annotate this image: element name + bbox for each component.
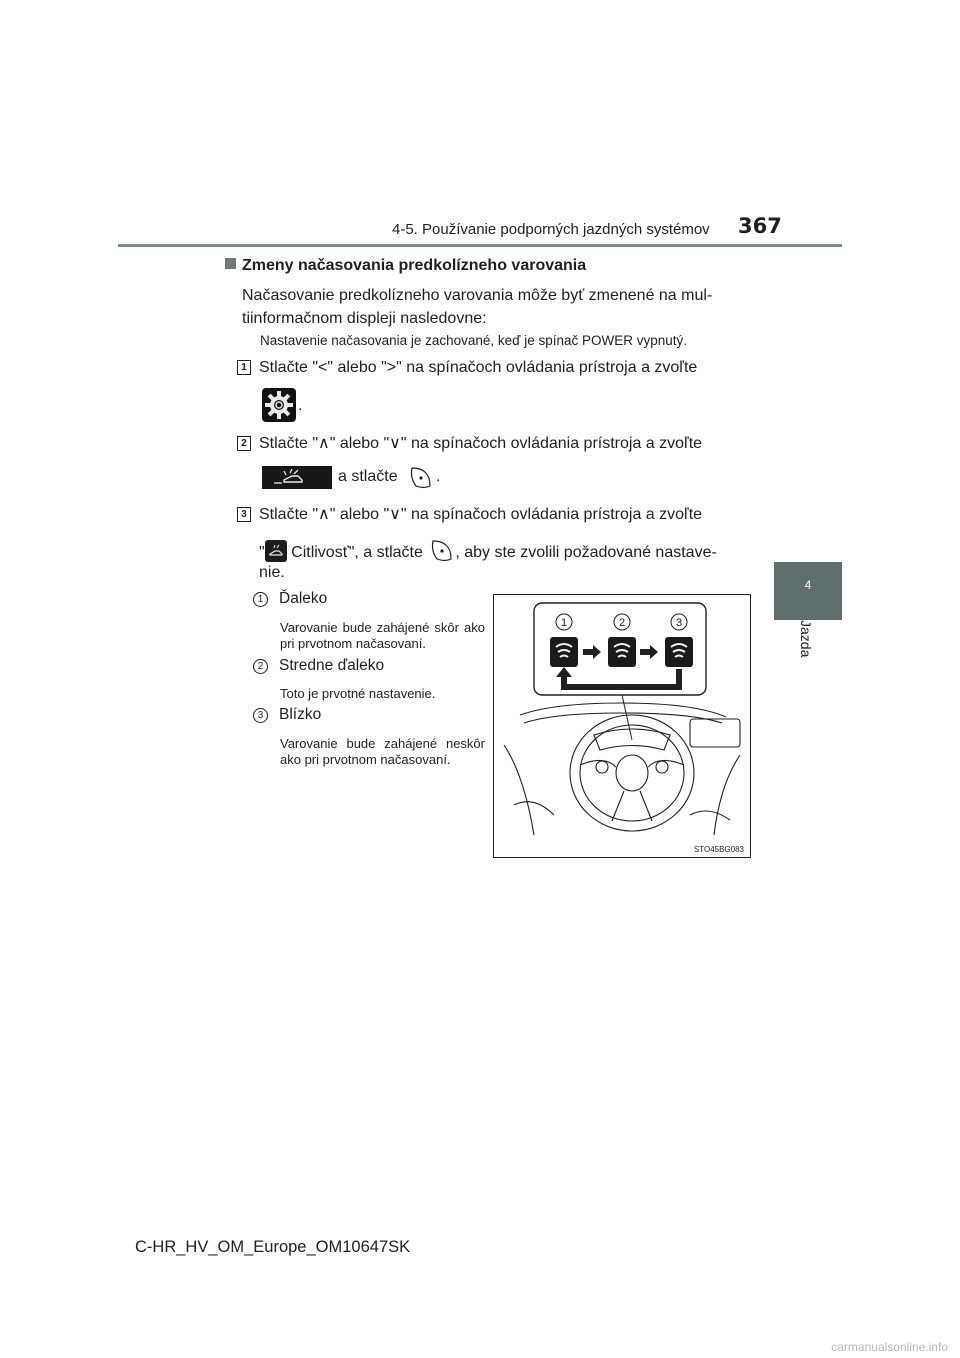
step-2-text: Stlačte "∧" alebo "∨" na spínačoch ovládania prístroja a zvoľte (259, 435, 703, 452)
document-id: C-HR_HV_OM_Europe_OM10647SK (135, 1238, 411, 1256)
intro-line-2: tiinformačnom displeji nasledovne: (242, 310, 487, 327)
step-1-text: Stlačte "<" alebo ">" na spínačoch ovládania prístroja a zvoľte (259, 359, 698, 376)
step-3-line-3: nie. (259, 564, 285, 581)
watermark: carmanualsonline.info (831, 1340, 948, 1354)
option-number-1: 1 (253, 592, 268, 607)
section-marker-icon (225, 258, 236, 269)
intro-line-1: Načasovanie predkolízneho varovania môže byť zmenené na mul- (242, 287, 713, 304)
chapter-label: Jazda (798, 620, 814, 658)
option-2-title: Stredne ďaleko (279, 657, 385, 674)
section-title-text: Zmeny načasovania predkolízneho varovania (242, 257, 587, 274)
note-text: Nastavenie načasovania je zachované, keď je spínač POWER vypnutý. (260, 333, 688, 348)
pcs-sensitivity-icon (265, 540, 287, 562)
step-number-2: 2 (237, 436, 251, 451)
option-2-desc: Toto je prvotné nastavenie. (280, 686, 436, 701)
gear-settings-icon (262, 388, 296, 422)
option-number-3: 3 (253, 708, 268, 723)
option-1-title: Ďaleko (279, 590, 328, 607)
option-3-title: Blízko (279, 706, 322, 723)
step-number-1: 1 (237, 360, 251, 375)
section-title (225, 257, 586, 275)
option-3-desc: Varovanie bude zahájené neskôr ako pri prvotnom načasovaní. (280, 736, 485, 767)
figure-code: STO45BG083 (693, 845, 744, 854)
enter-button-icon (406, 464, 434, 492)
callout-3: 3 (675, 617, 683, 629)
step-3-suffix: , aby ste zvolili požadované nastave- (455, 544, 717, 561)
step-3-quote: " (259, 544, 265, 561)
chapter-tab (774, 562, 842, 620)
step-3-text: Stlačte "∧" alebo "∨" na spínačoch ovládania prístroja a zvoľte (259, 506, 703, 523)
page-number: 367 (738, 214, 782, 238)
header-rule (118, 244, 842, 247)
intro-paragraph (242, 284, 744, 330)
running-header-section: 4-5. Používanie podporných jazdných systémov (392, 221, 710, 238)
step-number-3: 3 (237, 507, 251, 522)
chapter-number: 4 (804, 578, 812, 592)
callout-1: 1 (560, 617, 568, 629)
step-1-suffix: . (298, 397, 303, 414)
enter-button-icon (427, 537, 455, 565)
option-1-desc: Varovanie bude zahájené skôr ako pri prvotnom načasovaní. (280, 620, 485, 651)
pcs-menu-icon (262, 466, 332, 489)
chapter-label-container (790, 620, 814, 680)
callout-2: 2 (618, 617, 626, 629)
step-2-mid: a stlačte (338, 468, 398, 485)
step-3-line-2 (259, 537, 717, 565)
option-number-2: 2 (253, 659, 268, 674)
steering-wheel-illustration (493, 594, 751, 858)
step-2-suffix: . (436, 468, 441, 485)
step-3-mid: Citlivosť", a stlačte (291, 544, 423, 561)
sensitivity-display-icons (550, 637, 693, 667)
